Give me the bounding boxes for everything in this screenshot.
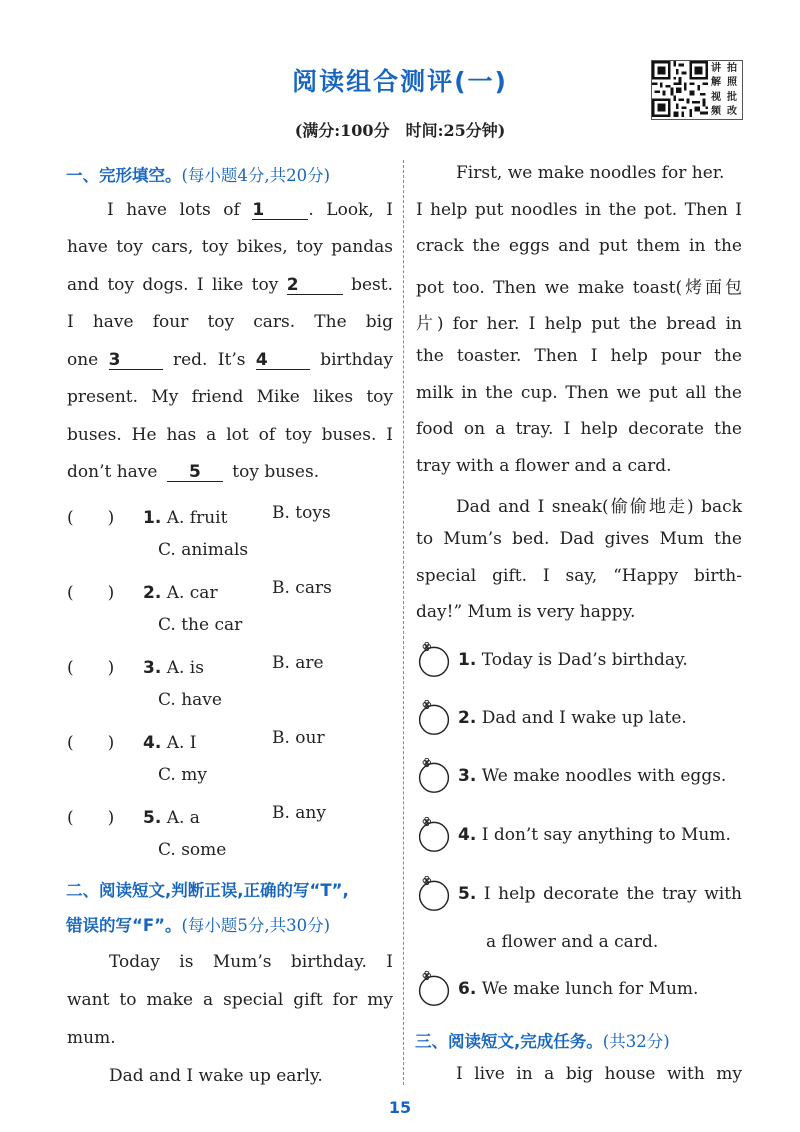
passage-line: food on a tray. I help decorate the bbox=[416, 419, 742, 439]
question-1 bbox=[67, 503, 393, 528]
qr-code-icon bbox=[652, 61, 708, 117]
statement-number: 6. bbox=[458, 979, 477, 999]
answer-paren[interactable]: ( ) bbox=[67, 658, 115, 678]
passage-line: Dad and I sneak(偷偷地走) back bbox=[456, 497, 742, 517]
option-b: B. are bbox=[272, 653, 324, 673]
qr-code-box[interactable] bbox=[651, 60, 743, 120]
cloze-line: buses. He has a lot of toy buses. I bbox=[67, 425, 393, 445]
option-b: B. cars bbox=[272, 578, 332, 598]
question-number: 4. bbox=[143, 733, 162, 753]
qr-label-char: 拍 bbox=[727, 63, 737, 74]
cloze-text: and toy dogs. I like toy bbox=[67, 275, 279, 295]
option-c: C. have bbox=[158, 690, 222, 710]
answer-paren[interactable]: ( ) bbox=[67, 508, 115, 528]
tf-statement-1 bbox=[416, 642, 742, 682]
cloze-text: best. bbox=[351, 275, 394, 295]
page-title: 阅读组合测评(一) bbox=[292, 67, 508, 96]
option-a: A. car bbox=[166, 583, 218, 603]
statement-text: Today is Dad’s birthday. bbox=[481, 650, 688, 670]
question-number: 2. bbox=[143, 583, 162, 603]
qr-label-char: 改 bbox=[727, 105, 737, 117]
tf-statement-3 bbox=[416, 758, 742, 798]
qr-label-char: 解 bbox=[711, 77, 721, 89]
answer-paren[interactable]: ( ) bbox=[67, 733, 115, 753]
passage-line: pot too. Then we make toast(烤面包 bbox=[416, 278, 742, 298]
option-b: B. any bbox=[272, 803, 326, 823]
cloze-blank-2[interactable]: 2 bbox=[287, 276, 343, 295]
answer-circle-icon[interactable] bbox=[416, 817, 452, 853]
statement-number: 4. bbox=[458, 825, 477, 845]
cloze-text: toy buses. bbox=[232, 462, 320, 482]
tf-statement-6 bbox=[416, 971, 742, 1011]
statement-text: Dad and I wake up late. bbox=[481, 708, 687, 728]
page-number: 15 bbox=[388, 1098, 412, 1117]
answer-circle-icon[interactable] bbox=[416, 971, 452, 1007]
cloze-line bbox=[67, 275, 393, 295]
option-c: C. the car bbox=[158, 615, 243, 635]
section3-title: 三、阅读短文,完成任务。 bbox=[415, 1032, 603, 1051]
question-5 bbox=[67, 803, 393, 828]
option-c: C. animals bbox=[158, 540, 249, 560]
question-number: 3. bbox=[143, 658, 162, 678]
cloze-text: . Look, I bbox=[308, 200, 394, 220]
column-divider bbox=[403, 160, 404, 1085]
score-time-info: (满分:100分 时间:25分钟) bbox=[294, 121, 506, 140]
passage-line: Today is Mum’s birthday. I bbox=[109, 952, 393, 972]
option-b: B. our bbox=[272, 728, 325, 748]
section2-points: (每小题5分,共30分) bbox=[181, 916, 331, 935]
answer-circle-icon[interactable] bbox=[416, 700, 452, 736]
question-4 bbox=[67, 728, 393, 753]
passage-line: First, we make noodles for her. bbox=[456, 163, 725, 183]
statement-number: 2. bbox=[458, 708, 477, 728]
passage-line: milk in the cup. Then we put all the bbox=[416, 383, 742, 403]
tf-statement-4 bbox=[416, 817, 742, 857]
answer-paren[interactable]: ( ) bbox=[67, 583, 115, 603]
qr-label-char: 批 bbox=[727, 91, 737, 103]
passage-line: Dad and I wake up early. bbox=[109, 1066, 323, 1086]
qr-label-char: 照 bbox=[727, 77, 737, 89]
statement-number: 5. bbox=[458, 884, 477, 904]
passage-line: day!” Mum is very happy. bbox=[416, 602, 636, 622]
passage-line: tray with a flower and a card. bbox=[416, 456, 672, 476]
qr-label-char: 讲 bbox=[711, 63, 721, 74]
question-3 bbox=[67, 653, 393, 678]
cloze-line: I have four toy cars. The big bbox=[67, 312, 393, 332]
cloze-line: have toy cars, toy bikes, toy pandas bbox=[67, 237, 393, 257]
statement-text: I don’t say anything to Mum. bbox=[481, 825, 731, 845]
cloze-blank-5[interactable]: 5 bbox=[167, 463, 223, 482]
tf-statement-5 bbox=[416, 876, 742, 916]
section1-title: 一、完形填空。 bbox=[66, 166, 182, 185]
passage-line: 片) for her. I help put the bread in bbox=[416, 314, 742, 334]
section1-points: (每小题4分,共20分) bbox=[181, 166, 331, 185]
cloze-line: present. My friend Mike likes toy bbox=[67, 387, 393, 407]
question-number: 1. bbox=[143, 508, 162, 528]
question-number: 5. bbox=[143, 808, 162, 828]
passage-line: special gift. I say, “Happy birth- bbox=[416, 566, 742, 586]
cloze-line bbox=[67, 200, 393, 220]
cloze-line bbox=[67, 462, 319, 482]
section3-heading bbox=[415, 1028, 670, 1052]
passage-line: mum. bbox=[67, 1028, 116, 1048]
question-2 bbox=[67, 578, 393, 603]
cloze-blank-4[interactable]: 4 bbox=[256, 351, 310, 370]
qr-label-char: 频 bbox=[711, 105, 721, 117]
cloze-line bbox=[67, 350, 393, 370]
statement-number: 1. bbox=[458, 650, 477, 670]
answer-circle-icon[interactable] bbox=[416, 642, 452, 678]
passage-line: want to make a special gift for my bbox=[67, 990, 393, 1010]
option-c: C. my bbox=[158, 765, 207, 785]
option-a: A. a bbox=[166, 808, 200, 828]
option-a: A. is bbox=[166, 658, 204, 678]
answer-circle-icon[interactable] bbox=[416, 876, 452, 912]
section1-heading bbox=[66, 162, 330, 186]
statement-number: 3. bbox=[458, 766, 477, 786]
section2-heading-line2 bbox=[66, 912, 330, 936]
cloze-text: one bbox=[67, 350, 99, 370]
passage-line: to Mum’s bed. Dad gives Mum the bbox=[416, 529, 742, 549]
cloze-text: I have lots of bbox=[107, 200, 240, 220]
cloze-text: red. It’s bbox=[172, 350, 246, 370]
passage-line: I live in a big house with my bbox=[456, 1064, 742, 1084]
passage-line: crack the eggs and put them in the bbox=[416, 236, 742, 256]
section2-heading-line1: 二、阅读短文,判断正误,正确的写“T”, bbox=[66, 881, 349, 900]
cloze-blank-3[interactable]: 3 bbox=[109, 351, 163, 370]
option-a: A. I bbox=[166, 733, 197, 753]
statement-text-continued: a flower and a card. bbox=[486, 932, 659, 952]
section2-title: 错误的写“F”。 bbox=[66, 916, 182, 935]
cloze-blank-1[interactable]: 1 bbox=[252, 201, 308, 220]
qr-code-label bbox=[708, 61, 740, 119]
section3-points: (共32分) bbox=[602, 1032, 670, 1051]
option-c: C. some bbox=[158, 840, 227, 860]
statement-text: We make lunch for Mum. bbox=[481, 979, 699, 999]
statement-text: We make noodles with eggs. bbox=[481, 766, 727, 786]
passage-line: the toaster. Then I help pour the bbox=[416, 346, 742, 366]
option-b: B. toys bbox=[272, 503, 331, 523]
qr-label-char: 视 bbox=[711, 91, 721, 103]
answer-circle-icon[interactable] bbox=[416, 758, 452, 794]
option-a: A. fruit bbox=[166, 508, 228, 528]
statement-text: I help decorate the tray with bbox=[483, 884, 742, 904]
answer-paren[interactable]: ( ) bbox=[67, 808, 115, 828]
cloze-text: don’t have bbox=[67, 462, 158, 482]
passage-line: I help put noodles in the pot. Then I bbox=[416, 200, 742, 220]
tf-statement-2 bbox=[416, 700, 742, 740]
cloze-text: birthday bbox=[320, 350, 394, 370]
